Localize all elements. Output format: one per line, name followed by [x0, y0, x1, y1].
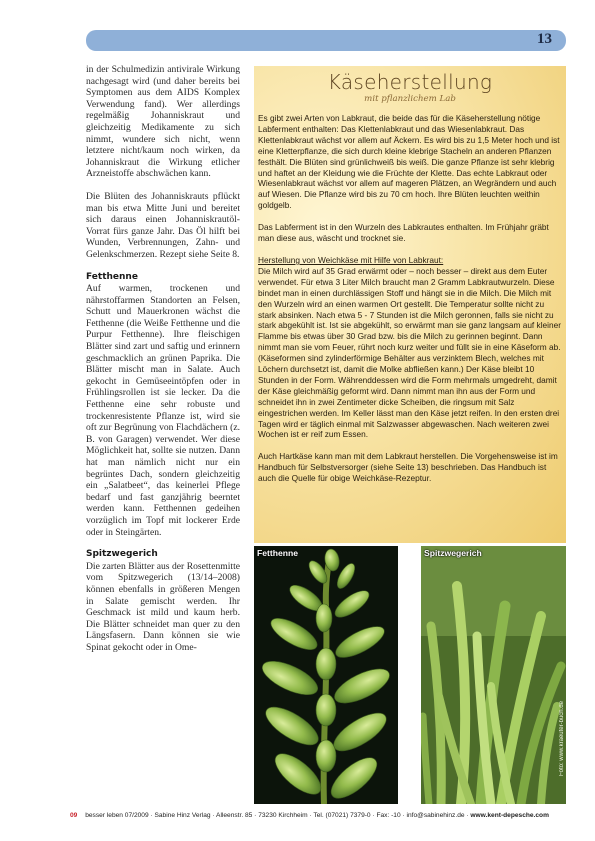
spitzwegerich-photo	[421, 546, 566, 804]
footer-website-link[interactable]: www.kent-depesche.com	[470, 812, 549, 819]
page-footer	[70, 812, 570, 819]
box-paragraph: Es gibt zwei Arten von Labkraut, die beide das für die Käseherstellung nötige Labferment enthalten: Das Klettenlabkraut und das Wiesenlabkraut. Das Klettenlabkraut wächst vor allem auf Äckern. Es wird bis zu 1,5 Meter hoch und ist eine Kletterpflanze, die sich durch kleine klebrige Stacheln an anderen Pflanzen festhält. Die Blüten sind grünlichweiß bis weiß. Die ganze Pflanze ist sehr klebrig und haftet an der Kleidung wie die Früchte der Klette. Das echte Labkraut oder Wiesenlabkraut wächst vor allem auf mageren Plätzen, an Wegrändern und auch auf Wiesen. Die Pflanze wird bis zu 70 cm hoch. Ihre Blüten leuchten weithin goldgelb.	[258, 113, 560, 211]
box-subtitle: mit pflanzlichem Lab	[364, 94, 456, 104]
header-bar	[86, 30, 566, 51]
box-paragraph: Das Labferment ist in den Wurzeln des Labkrautes enthalten. Im Frühjahr gräbt man diese aus, wäscht und trocknet sie.	[258, 222, 549, 244]
box-paragraph: Auch Hartkäse kann man mit dem Labkraut herstellen. Die Vorgehensweise ist im Handbuch für Selbstversorger (siehe Seite 13) beschrieben. Das Handbuch ist auch die Quelle für obige Weichkäse-Rezeptur.	[258, 451, 558, 484]
kaese-info-box	[254, 66, 566, 543]
fetthenne-illustration	[254, 546, 398, 804]
left-column	[86, 64, 240, 665]
photo-caption-spitzwegerich: Spitzwegerich	[424, 548, 482, 558]
photo-caption-fetthenne: Fetthenne	[257, 548, 299, 558]
fetthenne-photo	[254, 546, 398, 804]
box-subheading: Herstellung von Weichkäse mit Hilfe von Labkraut:	[258, 254, 444, 265]
page-number: 13	[537, 31, 552, 47]
footer-folio: 09	[70, 812, 78, 819]
footer-imprint: besser leben 07/2009 · Sabine Hinz Verlag · Alleenstr. 85 · 73230 Kirchheim · Tel. (07021) 7379-0 · Fax: -10 · info@sabinehinz.de ·	[85, 812, 469, 819]
spitzwegerich-illustration	[421, 546, 566, 804]
body-paragraph: Die Blüten des Johanniskrauts pflückt man bis etwa Mitte Juni und bereitet sich daraus einen Johanniskrautöl-Vorrat fürs ganze Jahr. Das Öl hilft bei Wunden, Verbrennungen, Zahn- und Gelenkschmerzen. Rezept siehe Seite 8.	[86, 190, 240, 260]
box-section	[258, 255, 564, 440]
body-paragraph: in der Schulmedizin antivirale Wirkung nachgesagt wird (und daher bereits bei Symptomen aus dem AIDS Komplex Verwendung fand). Wer allerdings regelmäßig Johanniskraut und gleichzeitig Medikamente zu sich nimmt, wundere sich nicht, wenn letztere nicht/kaum noch wirken, da Johanniskraut die Wirkung etlicher Arzneistoffe abschwächen kann.	[86, 64, 240, 180]
section-heading-fetthenne: Fetthenne	[86, 271, 138, 282]
section-heading-spitzwegerich: Spitzwegerich	[86, 549, 158, 560]
box-body	[258, 113, 564, 495]
body-paragraph: Die zarten Blätter aus der Rosettenmitte vom Spitzwegerich (13/14–2008) können ebenfalls in größeren Mengen in Salate gemischt werden. Ihr Geschmack ist mild und kaum herb. Die Blätter schneidet man quer zu den Längsfasern. Dann können sie wie Spinat gekocht oder in Ome-	[86, 560, 240, 653]
box-paragraph: Die Milch wird auf 35 Grad erwärmt oder – noch besser – direkt aus dem Euter verwendet. Für etwa 3 Liter Milch braucht man 2 Gramm Labkrautwurzeln. Diese bindet man in einen durchlässigen Stoff und hängt sie in die Milch. Die Milch mit den Wurzeln wird an einen warmen Ort gestellt. Die Temperatur sollte nicht zu stark absinken. Nach etwa 5 - 7 Stunden ist die Milch geronnen, falls sie nicht zu stark abgekühlt ist. Ist sie abgekühlt, so erwärmt man sie ganz langsam auf kleiner Flamme bis etwas über 30 Grad bzw. bis die Milch zu gerinnen beginnt. Dann nimmt man sie vom Feuer, rührt noch kurz weiter und füllt sie in eine Käseform ab. (Käseformen sind zylinderförmige Behälter aus verzinktem Blech, welches mit Löchern durchsetzt ist, damit die Molke abfließen kann.) Der Käse bleibt 10 Stunden in der Form. Währenddessen wird die Form mehrmals umgedreht, damit der Käse gleichmäßig geformt wird. Dann nimmt man ihn aus der Form und schneidet ihn in zwei Zentimeter dicke Scheiben, die ringsum mit Salz eingestrichen werden. Im Keller lässt man den Käse jetzt reifen. In den ersten drei Tagen wird er täglich einmal mit Salzwasser abgewaschen. Nach weiteren zwei Wochen ist er reif zum Essen.	[258, 265, 561, 440]
photo-credit: Foto: www.kraeuter-buch.de	[559, 700, 565, 776]
box-title: Käseherstellung	[327, 70, 493, 94]
body-paragraph: Auf warmen, trockenen und nährstoffarmen Standorten an Felsen, Schutt und Mauerkronen wächst die Fetthenne (die Weiße Fetthenne und die Purpur Fetthenne). Ihre fleischigen Blätter sind zart und saftig und erinnern geschmacklich an grünen Paprika. Die Blätter mischt man in Salate. Auch gekocht in Gemüseeintöpfen oder in Frühlingsrollen ist sie lecker. Da die Fetthenne eine sehr robuste und trockenresistente Pflanze ist, wird sie oft zur Begrünung von Flachdächern (z. B. von Garagen) verwendet. Wer diese Möglichkeit hat, sollte sie nutzen. Dann hat man nämlich nicht nur ein begrüntes Dach, sondern gleichzeitig ein „Salatbeet“, das keinerlei Pflege bedarf und fast ganzjährig beerntet werden kann. Fetthennen gedeihen vorzüglich im Topf mit lockerer Erde oder in Steingärten.	[86, 283, 240, 538]
